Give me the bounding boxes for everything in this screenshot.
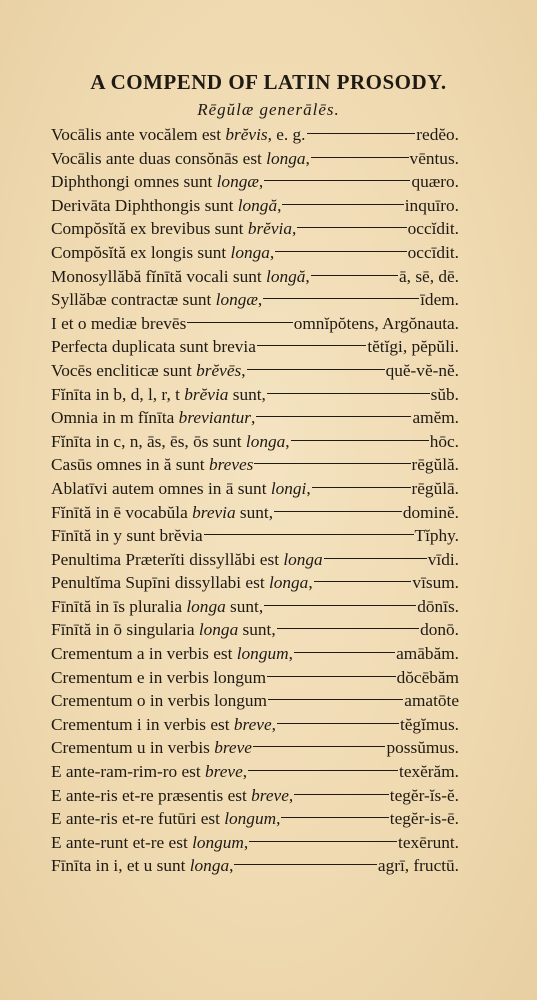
rule-line [51,123,459,147]
rule-text [51,194,281,218]
rule-quantity: longum [192,832,244,852]
rule-example: dōnīs. [417,596,459,616]
rule-suffix: sunt, [238,620,276,640]
rule-text [51,477,311,501]
rule-statement: Fĭnīta in c, n, ās, ēs, ōs sunt [51,431,246,451]
rule-suffix: , [277,195,282,215]
rule-suffix: , [243,832,249,852]
rule-line [51,335,459,359]
rule-line [51,147,459,171]
leader-dash [254,463,410,464]
leader-dash [257,345,366,346]
rule-example: vīsum. [412,573,459,593]
rule-statement: Casūs omnes in ă sunt [51,455,209,475]
rule-quantity: brĕvis [225,125,268,144]
rule-example: amatōte [404,691,459,711]
leader-dash [247,369,385,370]
rule-suffix: , [285,431,290,451]
rule-text [51,807,280,831]
rule-text [51,736,252,760]
rule-quantity: longæ [215,290,258,310]
rule-text [51,713,276,737]
rule-example: omnĭpŏtens, Argŏnauta. [293,313,459,333]
rule-example: hōc. [429,431,459,451]
leader-dash [311,157,409,158]
rule-text [51,666,266,690]
rule-example: redĕo. [416,125,459,144]
rule-text [51,548,323,572]
rule-example: dŏcēbăm [396,667,459,687]
rule-statement: Vocēs encliticæ sunt [51,360,197,380]
rule-text [51,147,310,171]
page-title: A COMPEND OF LATIN PROSODY. [90,70,447,94]
rule-suffix: , [257,290,263,310]
rule-suffix: , [306,478,311,498]
rule-suffix: sunt, [235,502,274,522]
leader-dash [282,204,403,205]
rule-line [51,170,459,194]
rule-statement: Fĭnītă in ē vocabŭla [51,502,193,522]
rule-suffix: sunt, [225,596,264,616]
rule-statement: Compŏsĭtă ex brevibus sunt [51,219,248,239]
rule-example: occīdit. [407,242,459,262]
leader-dash [311,275,398,276]
rule-text [51,288,262,312]
rule-line [51,453,459,477]
rule-statement: Fīnīta in i, et u sunt [51,856,190,876]
rule-quantity: breve [205,762,243,782]
leader-dash [274,511,402,512]
rule-line [51,288,459,312]
leader-dash [277,628,419,629]
rule-example: inquīro. [404,195,459,215]
rule-text [51,359,246,383]
rule-quantity: breve [251,785,289,805]
rule-suffix: , [276,809,281,829]
rule-line [51,807,459,831]
rule-suffix: , [271,714,276,734]
rule-statement: Penultĭma Supīni dissyllabi est [51,573,269,593]
rule-line [51,618,459,642]
rule-line [51,194,459,218]
rule-example: vēntus. [409,148,459,168]
leader-dash [249,841,397,842]
rule-quantity: longa [186,596,226,616]
rule-statement: Penultima Præterĭti dissyllăbi est [51,549,284,569]
rule-line [51,524,459,548]
rule-quantity: longa [268,573,309,593]
leader-dash [267,676,396,677]
leader-dash [264,605,416,606]
rule-example: dominĕ. [402,502,459,522]
rule-line [51,736,459,760]
rule-text [51,524,203,548]
leader-dash [268,699,403,700]
leader-dash [263,298,419,299]
rule-example: tegĕr-is-ē. [389,809,459,829]
leader-dash [267,393,430,394]
rule-line [51,689,459,713]
rule-quantity: longum [236,644,289,664]
rule-suffix: , [258,172,264,192]
rule-quantity: breve [214,738,252,758]
rule-text [51,501,273,525]
rule-text [51,453,253,477]
rule-suffix: , [288,644,293,664]
rule-line [51,713,459,737]
rule-quantity: breves [208,455,254,475]
leader-dash [294,794,389,795]
rule-example: tĕtĭgi, pĕpŭli. [367,337,459,357]
rule-example: texērunt. [398,832,459,852]
rule-list [51,123,459,878]
rule-statement: Fīnītă in īs pluralia [51,596,187,616]
leader-dash [253,746,386,747]
rule-example: Tĭphy. [414,526,459,546]
rule-statement: Perfecta duplicata sunt brevia [51,337,256,357]
rule-text [51,760,247,784]
rule-statement: E ante-ris et-re futūri est [51,809,225,829]
rule-statement: Crementum i in verbis est [51,714,234,734]
rule-quantity: breve [233,714,272,734]
rule-text [51,784,293,808]
rule-quantity: longa [283,549,323,569]
rule-example: donō. [420,620,459,640]
rule-line [51,642,459,666]
rule-example: texĕrăm. [399,762,459,782]
rule-quantity: brĕvēs [196,360,242,380]
rule-example: tegĕr-ĭs-ĕ. [389,785,459,805]
rule-statement: Vocālis ante vocălem est [51,125,226,144]
rule-quantity: longum [224,809,277,829]
rule-line [51,854,459,878]
rule-text [51,312,186,336]
leader-dash [324,558,427,559]
rule-suffix: , [291,219,297,239]
rule-statement: Fīnītă in ō singularia [51,620,199,640]
leader-dash [297,227,406,228]
leader-dash [256,416,411,417]
rule-line [51,501,459,525]
rule-line [51,595,459,619]
leader-dash [204,534,414,535]
rule-text [51,335,256,359]
leader-dash [281,817,388,818]
rule-example: possŭmus. [386,738,459,758]
rule-text [51,406,255,430]
rule-statement: Crementum o in verbis longum [51,691,267,711]
rule-quantity: brevia [192,502,236,522]
rule-example: agrī, fructū. [377,856,459,876]
rule-statement: E ante-ris et-re præsentis est [51,785,252,805]
rule-line [51,359,459,383]
rule-suffix: sunt, [228,384,266,404]
rule-line [51,784,459,808]
rule-statement: Derivāta Diphthongis sunt [51,195,238,215]
rule-line [51,760,459,784]
rule-statement: Crementum a in verbis est [51,644,237,664]
rule-text [51,689,267,713]
rule-statement: Crementum u in verbis [51,738,215,758]
rule-line [51,548,459,572]
rule-quantity: longi [270,478,307,498]
rule-line [51,217,459,241]
rule-text [51,430,290,454]
rule-text [51,854,233,878]
rule-statement: Fĭnīta in b, d, l, r, t [51,384,185,404]
leader-dash [312,487,411,488]
rule-line [51,241,459,265]
rule-statement: Monosyllăbă fĭnītă vocali sunt [51,266,267,286]
rule-text [51,618,276,642]
rule-example: amābăm. [396,644,459,664]
rule-suffix: , [305,148,310,168]
leader-dash [264,180,410,181]
rule-line [51,265,459,289]
rule-statement: I et o mediæ brevēs [51,313,187,333]
rule-statement: Syllăbæ contractæ sunt [51,290,216,310]
rule-example: vīdi. [427,549,459,569]
rule-quantity: longa [230,242,270,262]
rule-quantity: longæ [216,172,259,192]
rule-line [51,430,459,454]
leader-dash [277,723,399,724]
rule-statement: Diphthongi omnes sunt [51,172,217,192]
rule-text [51,831,248,855]
rule-line [51,406,459,430]
rule-line [51,383,459,407]
rule-example: quæro. [411,172,459,192]
rule-example: rēgŭlă. [411,455,459,475]
rule-suffix: , [241,360,246,380]
rule-text [51,383,266,407]
rule-quantity: longă [237,195,278,215]
rule-example: quĕ-vĕ-nĕ. [385,360,459,380]
rule-suffix: , [308,573,313,593]
leader-dash [307,133,416,134]
rule-example: ā, sē, dē. [399,266,459,286]
section-subtitle: Rēgŭlæ generālēs. [197,100,340,119]
rule-text [51,571,313,595]
rule-text [51,265,310,289]
rule-example: occĭdit. [407,219,459,239]
rule-statement: Vocālis ante duas consŏnās est [51,148,267,168]
rule-line [51,477,459,501]
rule-quantity: breviantur [178,408,251,428]
rule-text [51,241,274,265]
rule-example: īdem. [420,290,459,310]
rule-quantity: longa [266,148,306,168]
rule-statement: Compŏsĭtă ex longis sunt [51,242,231,262]
leader-dash [314,581,412,582]
leader-dash [291,440,429,441]
rule-statement: Ablatīvi autem omnes in ā sunt [51,478,271,498]
rule-line [51,666,459,690]
rule-line [51,571,459,595]
rule-suffix: , [269,242,275,262]
rule-statement: E ante-ram-rim-ro est [51,762,206,782]
rule-example: tĕgĭmus. [399,714,459,734]
rule-example: sŭb. [430,384,459,404]
rule-text [51,123,306,147]
rule-quantity: longa [198,620,239,640]
rule-suffix: , [242,762,248,782]
leader-dash [234,864,376,865]
rule-quantity: brĕvia [247,219,292,239]
rule-quantity: longa [245,431,286,451]
leader-dash [275,251,406,252]
rule-quantity: longa [189,856,230,876]
rule-example: amĕm. [412,408,459,428]
rule-suffix: , e. g. [267,125,306,144]
rule-text [51,217,296,241]
rule-text [51,170,263,194]
rule-text [51,595,263,619]
rule-suffix: , [288,785,294,805]
rule-statement: Fīnītă in y sunt brĕvia [51,526,203,546]
rule-suffix: , [305,266,310,286]
rule-statement: Omnia in m fĭnīta [51,408,179,428]
leader-dash [294,652,395,653]
rule-text [51,642,293,666]
rule-suffix: , [229,856,234,876]
rule-quantity: longă [266,266,306,286]
leader-dash [248,770,398,771]
rule-line [51,831,459,855]
leader-dash [187,322,292,323]
rule-suffix: , [251,408,256,428]
rule-line [51,312,459,336]
rule-statement: E ante-runt et-re est [51,832,193,852]
rule-quantity: brĕvia [184,384,229,404]
rule-example: rēgŭlā. [411,478,459,498]
rule-statement: Crementum e in verbis longum [51,667,267,687]
